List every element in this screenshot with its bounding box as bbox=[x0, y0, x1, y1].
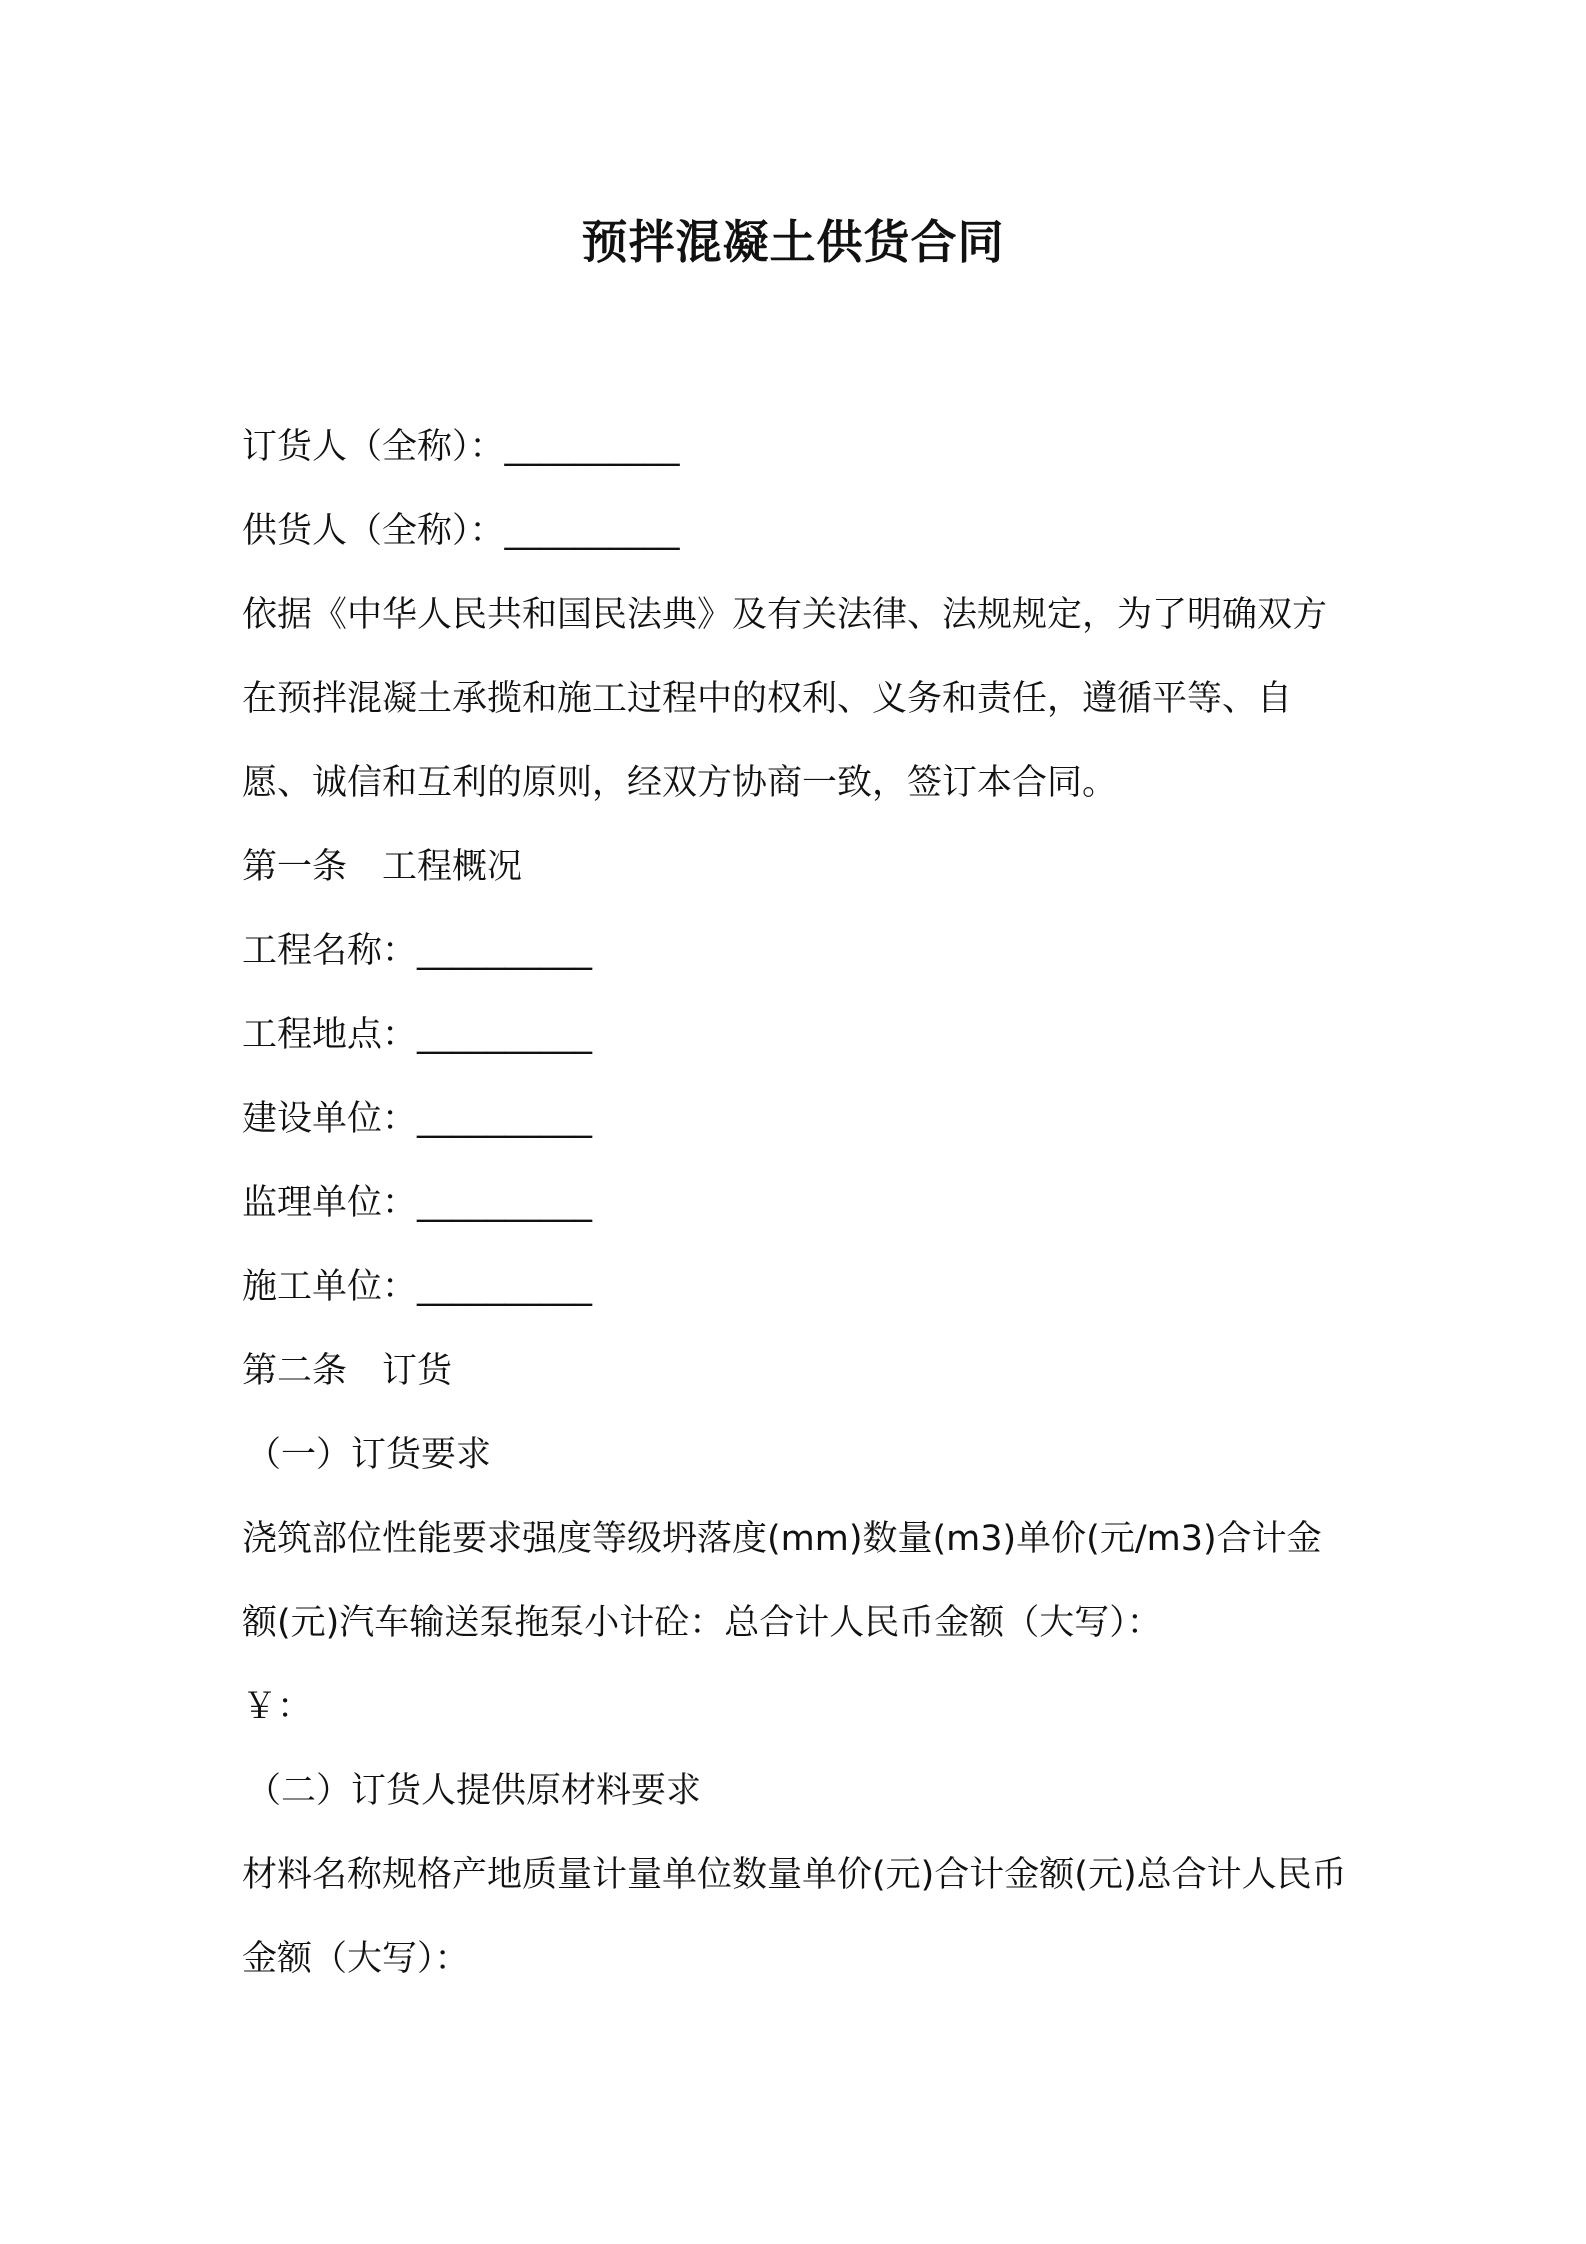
supplier-blank: __________ bbox=[504, 511, 680, 551]
orderer-label: 订货人（全称）： bbox=[242, 427, 505, 467]
construction-unit-blank: __________ bbox=[417, 1099, 593, 1139]
contractor-unit-field bbox=[242, 1245, 1352, 1329]
order-requirements-heading: （一）订货要求 bbox=[246, 1435, 492, 1475]
supervision-unit-label: 监理单位： bbox=[242, 1183, 418, 1223]
preamble-paragraph: 依据《中华人民共和国民法典》及有关法律、法规规定，为了明确双方在预拌混凝土承揽和施工过程中的权利、义务和责任，遵循平等、自愿、诚信和互利的原则，经双方协商一致，签订本合同。 bbox=[242, 595, 1328, 803]
project-name-field bbox=[242, 909, 1352, 993]
contractor-unit-blank: __________ bbox=[417, 1267, 593, 1307]
supplier-label: 供货人（全称）： bbox=[242, 511, 505, 551]
contractor-unit-label: 施工单位： bbox=[242, 1267, 418, 1307]
raw-materials-text: 材料名称规格产地质量计量单位数量单价(元)合计金额(元)总合计人民币金额（大写）： bbox=[242, 1855, 1347, 1979]
supervision-unit-blank: __________ bbox=[417, 1183, 593, 1223]
document-title: 预拌混凝土供货合同 bbox=[581, 215, 1005, 269]
orderer-field bbox=[242, 405, 1352, 489]
project-location-blank: __________ bbox=[417, 1015, 593, 1055]
article-2-heading: 第二条 订货 bbox=[242, 1351, 453, 1391]
supplier-field bbox=[242, 489, 1352, 573]
article-1-heading: 第一条 工程概况 bbox=[242, 847, 523, 887]
raw-materials-heading: （二）订货人提供原材料要求 bbox=[246, 1771, 702, 1811]
yen-amount-line: ￥： bbox=[242, 1687, 313, 1727]
project-location-field bbox=[242, 993, 1352, 1077]
project-name-label: 工程名称： bbox=[242, 931, 418, 971]
project-name-blank: __________ bbox=[417, 931, 593, 971]
construction-unit-field bbox=[242, 1077, 1352, 1161]
order-requirements-text: 浇筑部位性能要求强度等级坍落度(mm)数量(m3)单价(元/m3)合计金额(元)汽车输送泵拖泵小计砼：总合计人民币金额（大写）： bbox=[242, 1519, 1322, 1643]
orderer-blank: __________ bbox=[504, 427, 680, 467]
document-body bbox=[242, 405, 1352, 2001]
supervision-unit-field bbox=[242, 1161, 1352, 1245]
project-location-label: 工程地点： bbox=[242, 1015, 418, 1055]
construction-unit-label: 建设单位： bbox=[242, 1099, 418, 1139]
